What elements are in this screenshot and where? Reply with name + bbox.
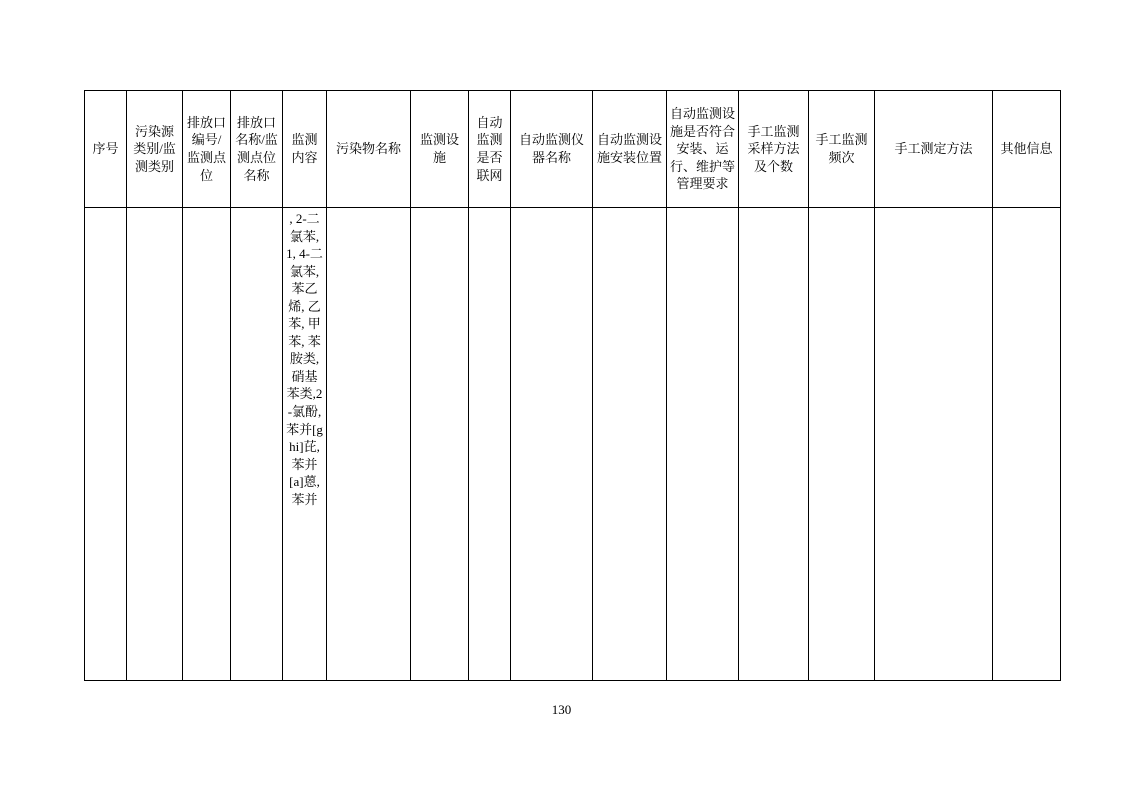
column-header-serial-number: 序号 — [85, 91, 127, 208]
column-header-manual-measurement-method: 手工测定方法 — [875, 91, 993, 208]
cell-auto-monitoring-install-location — [593, 208, 667, 681]
table-header-row — [85, 91, 1061, 208]
cell-outlet-code — [183, 208, 231, 681]
cell-pollutant-name — [327, 208, 411, 681]
cell-manual-monitoring-frequency — [809, 208, 875, 681]
column-header-pollutant-name: 污染物名称 — [327, 91, 411, 208]
column-header-monitoring-content: 监测内容 — [283, 91, 327, 208]
monitoring-table — [84, 90, 1061, 681]
column-header-other-info: 其他信息 — [993, 91, 1061, 208]
cell-outlet-name — [231, 208, 283, 681]
column-header-outlet-name: 排放口名称/监测点位名称 — [231, 91, 283, 208]
table-row — [85, 208, 1061, 681]
cell-monitoring-facility — [411, 208, 469, 681]
cell-manual-measurement-method — [875, 208, 993, 681]
cell-auto-monitoring-compliance — [667, 208, 739, 681]
cell-monitoring-content: , 2-二氯苯,1, 4-二氯苯, 苯乙烯, 乙苯, 甲苯, 苯胺类, 硝基苯类,2-氯酚, 苯并[ghi]芘, 苯并[a]蒽, 苯并 — [283, 208, 327, 681]
column-header-auto-monitoring-compliance: 自动监测设施是否符合安装、运行、维护等管理要求 — [667, 91, 739, 208]
cell-manual-sampling-method — [739, 208, 809, 681]
column-header-monitoring-facility: 监测设施 — [411, 91, 469, 208]
cell-auto-monitoring-networked — [469, 208, 511, 681]
column-header-auto-monitoring-networked: 自动监测是否联网 — [469, 91, 511, 208]
column-header-manual-sampling-method: 手工监测采样方法及个数 — [739, 91, 809, 208]
monitoring-table-container — [84, 90, 1053, 681]
cell-pollution-source-type — [127, 208, 183, 681]
table-header — [85, 91, 1061, 208]
column-header-outlet-code: 排放口编号/监测点位 — [183, 91, 231, 208]
column-header-auto-monitoring-install-location: 自动监测设施安装位置 — [593, 91, 667, 208]
cell-auto-monitoring-instrument-name — [511, 208, 593, 681]
column-header-auto-monitoring-instrument-name: 自动监测仪器名称 — [511, 91, 593, 208]
cell-other-info — [993, 208, 1061, 681]
page-number: 130 — [551, 702, 572, 717]
cell-serial-number — [85, 208, 127, 681]
column-header-pollution-source-type: 污染源类别/监测类别 — [127, 91, 183, 208]
column-header-manual-monitoring-frequency: 手工监测频次 — [809, 91, 875, 208]
table-body — [85, 208, 1061, 681]
